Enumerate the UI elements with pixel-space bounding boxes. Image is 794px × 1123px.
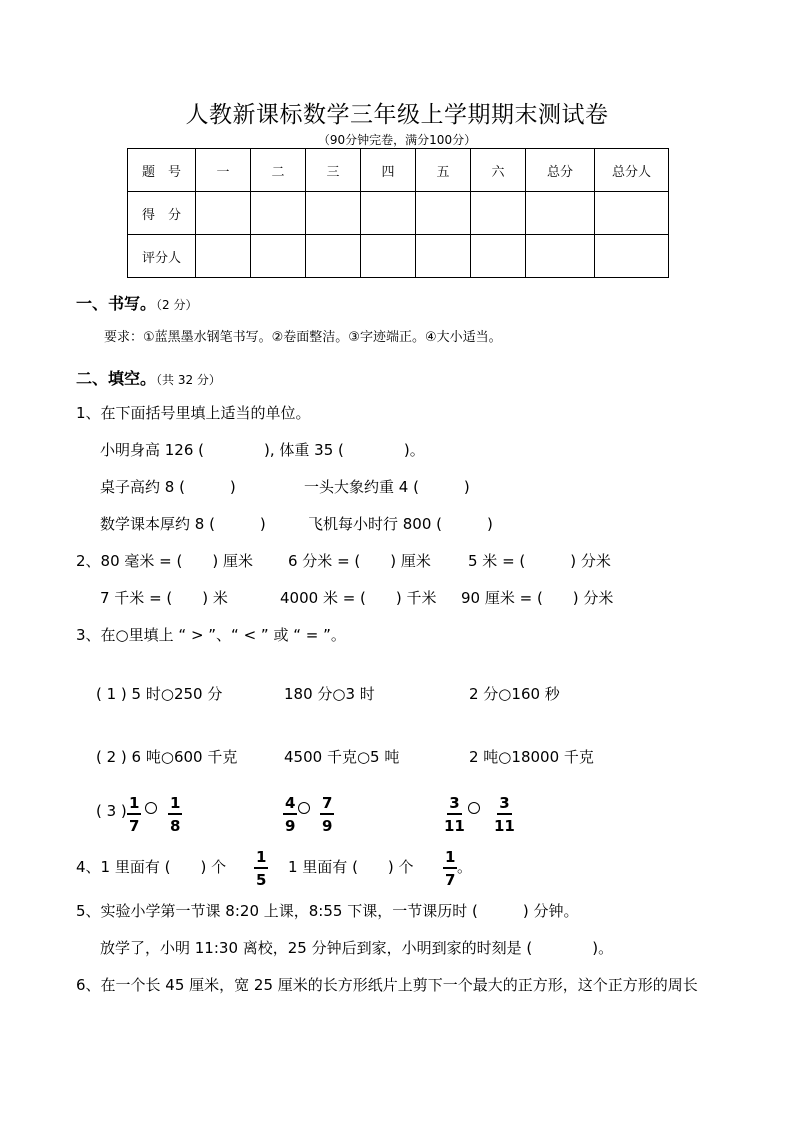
fraction: $\frac{3}{11}$ xyxy=(444,794,465,835)
score-cell[interactable] xyxy=(196,192,251,235)
header-cell: 总分人 xyxy=(595,149,669,192)
score-cell[interactable] xyxy=(471,192,526,235)
q3-p2a: ( 2 ) 6 吨○600 千克 xyxy=(96,748,238,766)
q3-p3-label: ( 3 ) xyxy=(96,802,127,820)
q2-r1b: 6 分米 = ( ) 厘米 xyxy=(288,552,431,570)
q3-p2c: 2 吨○18000 千克 xyxy=(469,748,594,766)
q1-line-c1: 数学课本厚约 8 ( ) xyxy=(100,515,266,533)
header-cell: 二 xyxy=(251,149,306,192)
q4-end: 。 xyxy=(457,858,473,876)
q5-line-a: 5、实验小学第一节课 8:20 上课，8:55 下课，一节课历时 ( ) 分钟。 xyxy=(76,902,579,920)
header-cell: 总分 xyxy=(526,149,595,192)
header-cell: 四 xyxy=(361,149,416,192)
fraction: $\frac{4}{9}$ xyxy=(285,794,296,835)
section1-requirement: 要求：①蓝黑墨水钢笔书写。②卷面整洁。③字迹端正。④大小适当。 xyxy=(104,330,502,345)
grader-row xyxy=(128,235,669,278)
q4-part-b: 1 里面有 ( ) 个 xyxy=(288,858,414,876)
q3-p1c: 2 分○160 秒 xyxy=(469,685,560,703)
q1-line-a: 小明身高 126 ( ), 体重 35 ( )。 xyxy=(100,441,425,459)
grader-cell[interactable] xyxy=(526,235,595,278)
grader-cell[interactable] xyxy=(306,235,361,278)
grader-cell[interactable] xyxy=(595,235,669,278)
compare-circle[interactable] xyxy=(145,802,157,814)
header-cell: 六 xyxy=(471,149,526,192)
q1-stem: 1、在下面括号里填上适当的单位。 xyxy=(76,404,311,422)
row-label: 得 分 xyxy=(128,192,196,235)
q5-line-b: 放学了，小明 11:30 离校，25 分钟后到家，小明到家的时刻是 ( )。 xyxy=(100,939,614,957)
header-cell: 一 xyxy=(196,149,251,192)
grader-cell[interactable] xyxy=(251,235,306,278)
grader-cell[interactable] xyxy=(361,235,416,278)
score-cell[interactable] xyxy=(595,192,669,235)
grader-cell[interactable] xyxy=(471,235,526,278)
q2-r1a: 2、80 毫米 = ( ) 厘米 xyxy=(76,552,253,570)
compare-circle[interactable] xyxy=(468,802,480,814)
compare-circle[interactable] xyxy=(298,802,310,814)
header-cell: 五 xyxy=(416,149,471,192)
score-cell[interactable] xyxy=(361,192,416,235)
row-label: 评分人 xyxy=(128,235,196,278)
fraction: $\frac{1}{7}$ xyxy=(129,794,140,835)
score-row xyxy=(128,192,669,235)
q3-stem: 3、在○里填上 “ > ”、“ < ” 或 “ = ”。 xyxy=(76,626,346,644)
q3-p1a: ( 1 ) 5 时○250 分 xyxy=(96,685,223,703)
section2-heading: 二、填空。（共 32 分） xyxy=(76,369,221,388)
q1-line-b1: 桌子高约 8 ( ) xyxy=(100,478,236,496)
score-table xyxy=(127,148,669,278)
q2-r2a: 7 千米 = ( ) 米 xyxy=(100,589,228,607)
header-cell: 题 号 xyxy=(128,149,196,192)
page-title: 人教新课标数学三年级上学期期末测试卷 xyxy=(185,102,609,128)
header-cell: 三 xyxy=(306,149,361,192)
section1-heading: 一、书写。（2 分） xyxy=(76,294,198,313)
fraction: $\frac{7}{9}$ xyxy=(322,794,333,835)
fraction: $\frac{3}{11}$ xyxy=(494,794,515,835)
score-cell[interactable] xyxy=(416,192,471,235)
score-cell[interactable] xyxy=(526,192,595,235)
q4-part-a: 4、1 里面有 ( ) 个 xyxy=(76,858,227,876)
grader-cell[interactable] xyxy=(416,235,471,278)
fraction: $\frac{1}{7}$ xyxy=(445,848,456,889)
q2-r2b: 4000 米 = ( ) 千米 xyxy=(280,589,437,607)
q6-stem: 6、在一个长 45 厘米，宽 25 厘米的长方形纸片上剪下一个最大的正方形，这个正方形的周长 xyxy=(76,976,698,994)
grader-cell[interactable] xyxy=(196,235,251,278)
page-subtitle: （90分钟完卷，满分100分） xyxy=(317,133,477,147)
q3-p2b: 4500 千克○5 吨 xyxy=(284,748,400,766)
score-cell[interactable] xyxy=(251,192,306,235)
q3-p1b: 180 分○3 时 xyxy=(284,685,375,703)
q2-r2c: 90 厘米 = ( ) 分米 xyxy=(461,589,614,607)
q1-line-c2: 飞机每小时行 800 ( ) xyxy=(308,515,493,533)
score-cell[interactable] xyxy=(306,192,361,235)
fraction: $\frac{1}{8}$ xyxy=(170,794,181,835)
q2-r1c: 5 米 = ( ) 分米 xyxy=(468,552,611,570)
score-table-header-row xyxy=(128,149,669,192)
q1-line-b2: 一头大象约重 4 ( ) xyxy=(304,478,470,496)
fraction: $\frac{1}{5}$ xyxy=(256,848,267,889)
